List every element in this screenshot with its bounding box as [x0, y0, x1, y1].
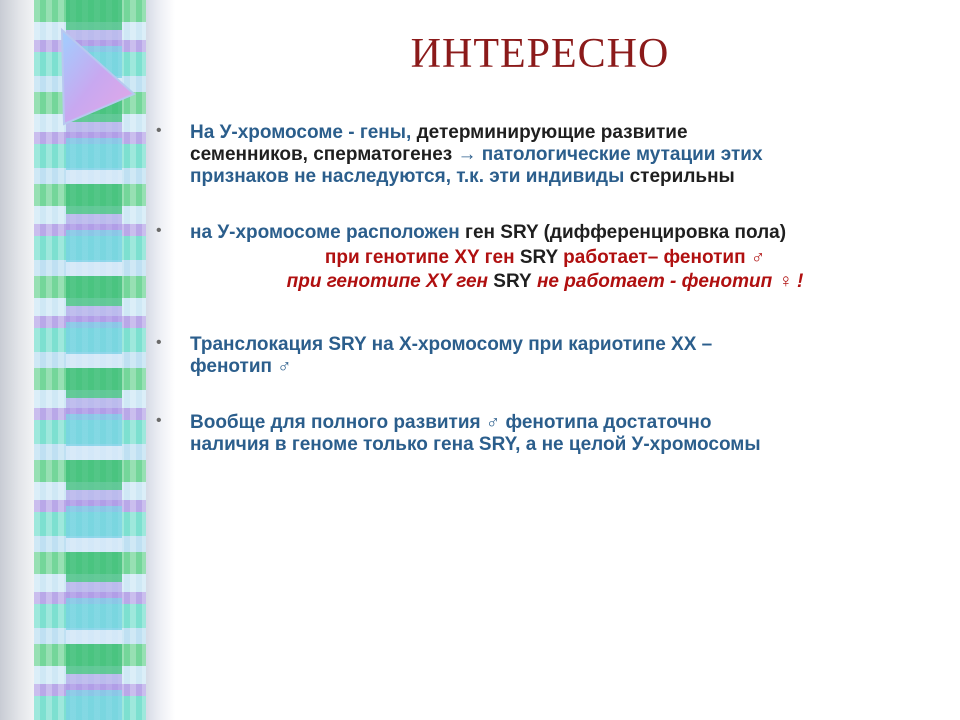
text-span: SRY — [519, 247, 558, 268]
bullet-marker: • — [156, 122, 162, 139]
bullet-text — [190, 222, 940, 244]
text-span: фенотип ♂ — [190, 356, 292, 377]
text-span: семенников, сперматогенез — [190, 144, 458, 165]
text-span: SRY — [493, 271, 532, 292]
bullet-marker: • — [156, 412, 162, 429]
strip-grey-edge — [0, 0, 34, 720]
list-item — [150, 222, 940, 294]
bullet-text — [190, 334, 940, 378]
list-item — [150, 334, 940, 378]
text-span: при генотипе XY ген — [286, 271, 494, 292]
text-span: Вообще для полного развития ♂ фенотипа достаточно — [190, 412, 712, 433]
text-span: признаков не наследуются, т.к. эти индивиды — [190, 166, 630, 187]
left-decorative-strip — [0, 0, 175, 720]
text-span: детерминирующие развитие — [416, 122, 688, 143]
text-span: на У-хромосоме расположен — [190, 222, 466, 243]
text-span: стерильны — [629, 166, 735, 187]
list-item — [150, 412, 940, 456]
bullet-marker: • — [156, 334, 162, 351]
list-item — [150, 122, 940, 188]
genotype-line-not-working — [150, 270, 940, 294]
bullet-marker: • — [156, 222, 162, 239]
play-triangle-icon — [52, 22, 142, 132]
text-span: → патологические мутации этих — [457, 144, 763, 165]
text-span: ген SRY (дифференцировка пола) — [465, 222, 787, 243]
text-span: при генотипе XY ген — [324, 247, 520, 268]
bullet-text — [190, 412, 940, 456]
text-span: наличия в геноме только гена SRY, а не целой У-хромосомы — [190, 434, 761, 455]
text-span: Транслокация SRY на X-хромосому при кариотипе ХХ – — [190, 334, 713, 355]
slide-title: ИНТЕРЕСНО — [410, 31, 670, 77]
genotype-line-working — [150, 246, 940, 270]
bullet-list — [150, 122, 940, 490]
text-span: На У-хромосоме - гены, — [190, 122, 417, 143]
bullet-text — [190, 122, 940, 188]
text-span: работает– фенотип ♂ — [557, 247, 766, 268]
text-span: не работает - фенотип ♀ ! — [531, 271, 804, 292]
